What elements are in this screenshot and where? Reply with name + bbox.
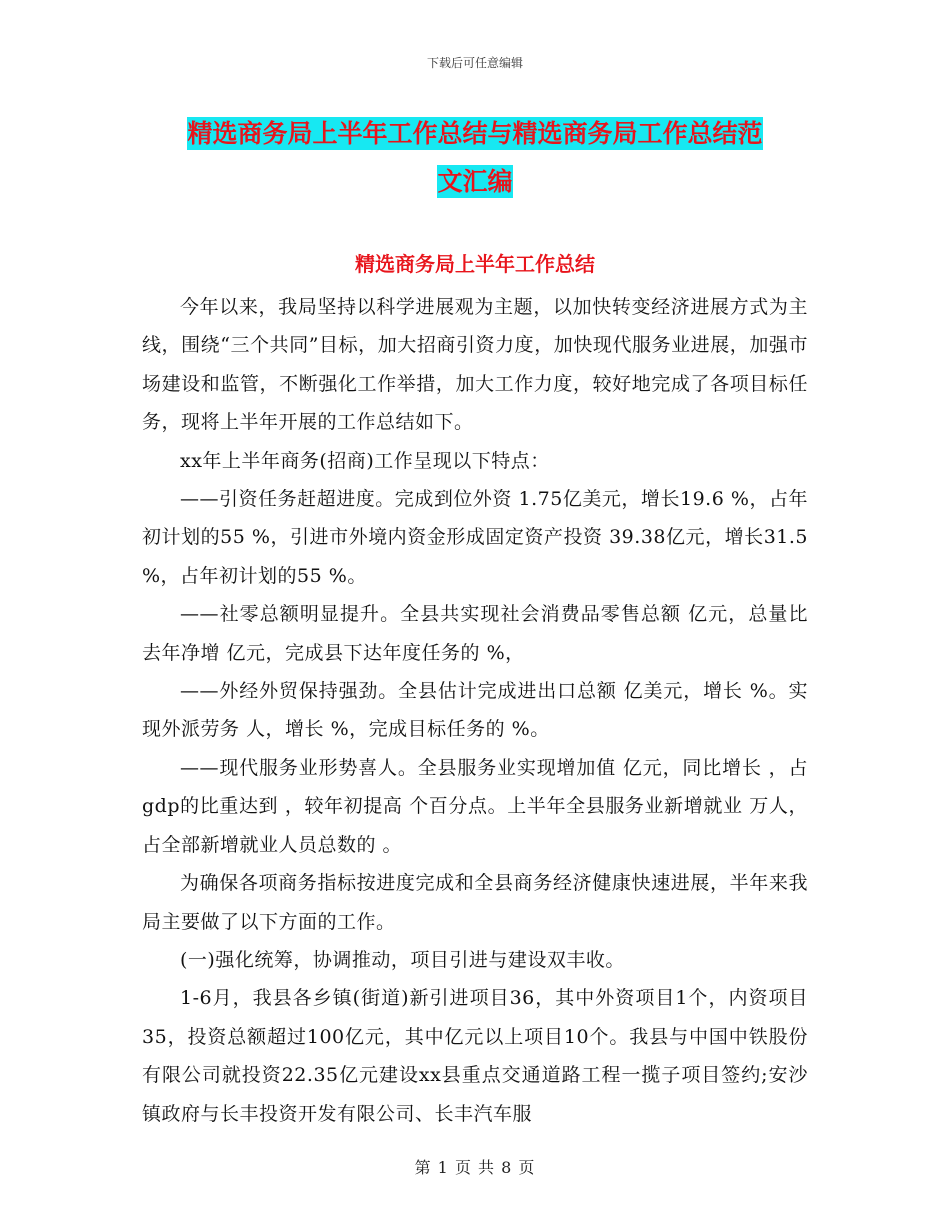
page-number: 第 1 页 共 8 页 (414, 1158, 536, 1177)
paragraph-foreign-trade: ——外经外贸保持强劲。全县估计完成进出口总额 亿美元，增长 %。实现外派劳务 人，增长 %，完成目标任务的 %。 (142, 680, 808, 741)
document-body (142, 288, 808, 1133)
section-title: 精选商务局上半年工作总结 (355, 252, 595, 276)
document-title-line-1: 精选商务局上半年工作总结与精选商务局工作总结范 (187, 119, 763, 148)
paragraph-service-industry: ——现代服务业形势喜人。全县服务业实现增加值 亿元，同比增长 ，占gdp的比重达到 ，较年初提高 个百分点。上半年全县服务业新增就业 万人，占全部新增就业人员总数的 。 (142, 756, 808, 856)
paragraph-intro: 今年以来，我局坚持以科学进展观为主题，以加快转变经济进展方式为主线，围绕“三个共同”目标，加大招商引资力度，加快现代服务业进展，加强市场建设和监管，不断强化工作举措，加大工作力度，较好地完成了各项目标任务，现将上半年开展的工作总结如下。 (142, 296, 808, 434)
paragraph-projects: 1-6月，我县各乡镇(街道)新引进项目36，其中外资项目1个，内资项目35，投资总额超过100亿元，其中亿元以上项目10个。我县与中国中铁股份有限公司就投资22.35亿元建设xx县重点交通道路工程一揽子项目签约;安沙镇政府与长丰投资开发有限公司、长丰汽车服 (142, 987, 808, 1125)
document-title (120, 110, 830, 206)
paragraph-retail: ——社零总额明显提升。全县共实现社会消费品零售总额 亿元，总量比去年净增 亿元，完成县下达年度任务的 %， (142, 603, 808, 664)
paragraph-work-summary-intro: 为确保各项商务指标按进度完成和全县商务经济健康快速进展，半年来我局主要做了以下方面的工作。 (142, 872, 808, 933)
document-title-line-2: 文汇编 (437, 167, 513, 196)
header-note: 下载后可任意编辑 (426, 56, 523, 70)
paragraph-investment: ——引资任务赶超进度。完成到位外资 1.75亿美元，增长19.6 %，占年初计划的55 %，引进市外境内资金形成固定资产投资 39.38亿元，增长31.5 %，占年初计划的55 %。 (142, 488, 808, 587)
paragraph-subheading-1: (一)强化统筹，协调推动，项目引进与建设双丰收。 (180, 948, 625, 971)
paragraph-features-intro: xx年上半年商务(招商)工作呈现以下特点： (180, 449, 550, 472)
